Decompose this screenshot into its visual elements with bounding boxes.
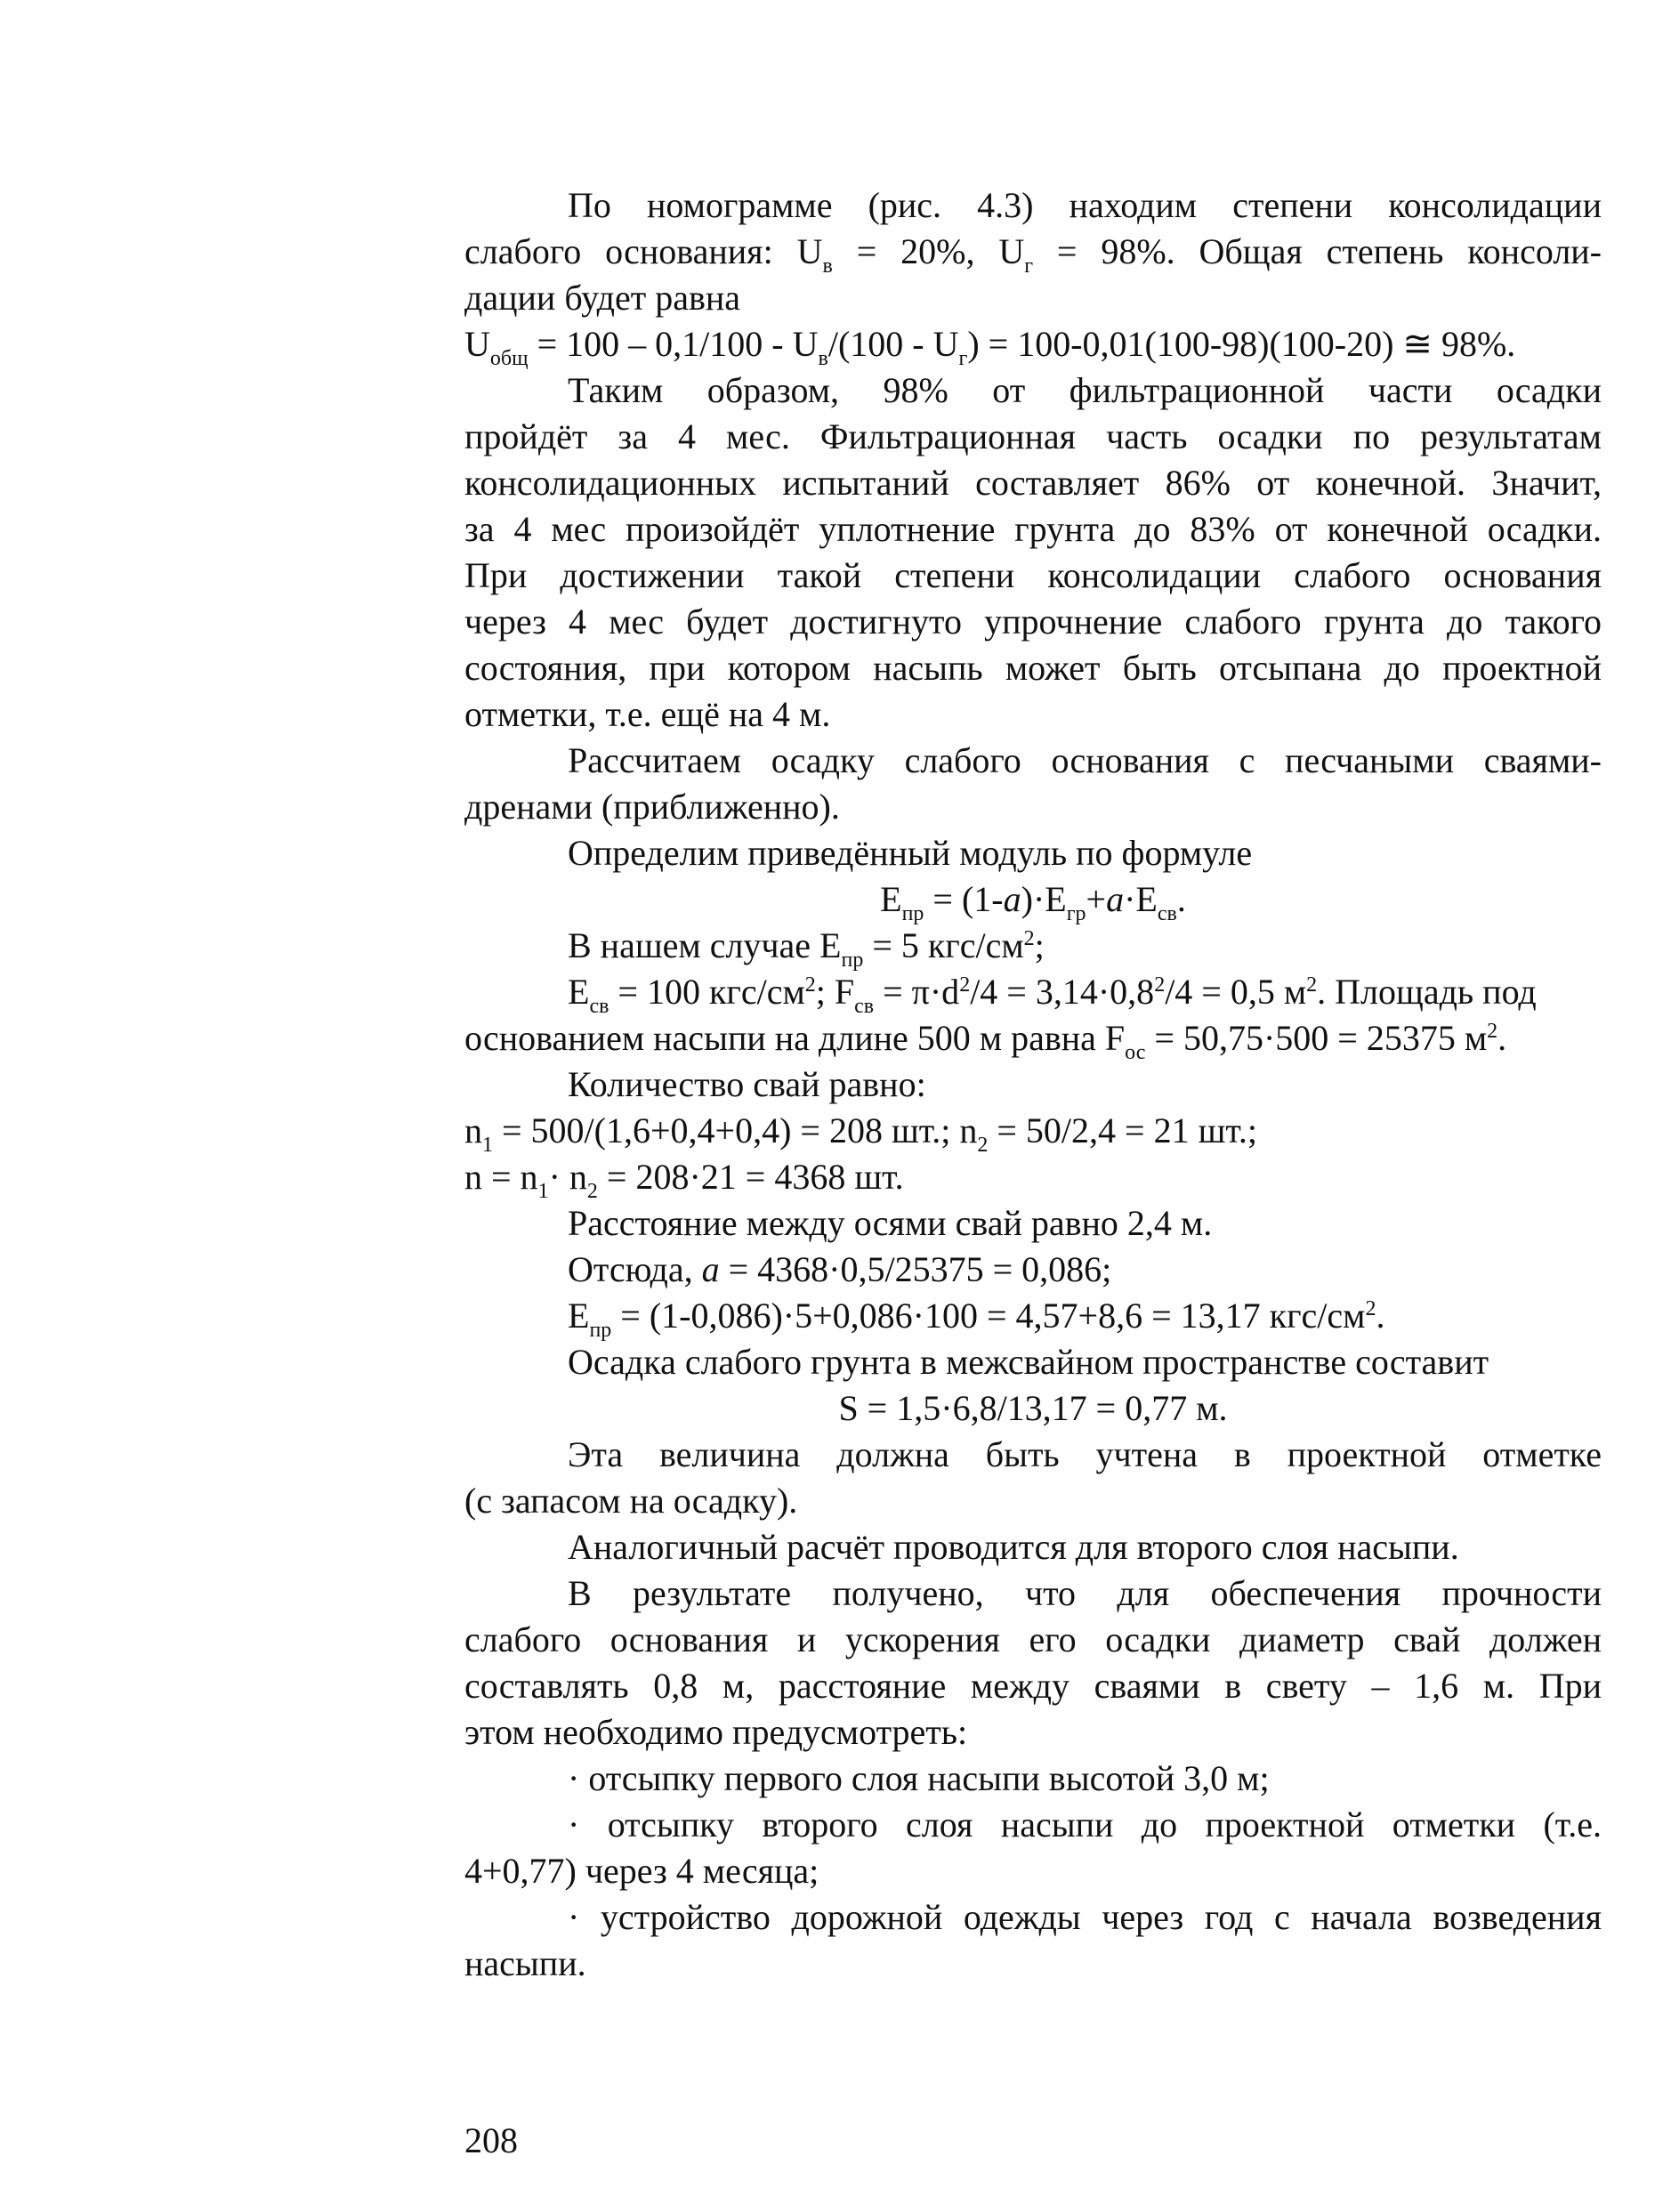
formula-line: $E_{св} = 100$ кгс/$см^2$; $F_{св} = \pi\cdot d^2/4 = 3,14\cdot 0,8^2/4 = 0,5$ $м^2$. Площадь под <box>568 972 1537 1018</box>
text-line: По номограмме (рис. 4.3) находим степени консолидации <box>568 185 1602 225</box>
text-line: (с запасом на осадку). <box>464 1481 798 1521</box>
formula-line: S = 1,5·6,8/13,17 = 0,77 м. <box>838 1388 1228 1428</box>
formula-line: $n = n_1\cdot n_2 = 208\cdot 21 = 4368$ шт. <box>464 1157 904 1203</box>
text-line: дренами (приближенно). <box>464 787 840 827</box>
text-line: Таким образом, 98% от фильтрационной части осадки <box>568 370 1602 410</box>
formula-line: $U_{общ} = 100 - 0,1/100 - U_в/(100 - U_г) = 100-0,01(100-98)(100-20)$ ≅ 98%. <box>464 324 1516 370</box>
text-line: слабого основания и ускорения его осадки диаметр свай должен <box>464 1619 1602 1659</box>
formula-line: Отсюда, a = 4368·0,5/25375 = 0,086; <box>568 1249 1112 1289</box>
text-line: Эта величина должна быть учтена в проектной отметке <box>568 1434 1602 1474</box>
list-item: · отсыпку второго слоя насыпи до проектной отметки (т.е. <box>568 1804 1602 1845</box>
text-line: дации будет равна <box>464 278 741 318</box>
text-line: отметки, т.е. ещё на 4 м. <box>464 694 831 734</box>
formula-line: $E_{пр} = (1-a)\cdot E_{гр}+a\cdot E_{св}$. <box>880 879 1186 925</box>
text-line: Определим приведённый модуль по формуле <box>568 833 1253 873</box>
text-line: основанием насыпи на длине 500 м равна $F_{ос} = 50,75\cdot 500 = 25375$ $м^2$. <box>464 1018 1507 1064</box>
text-line: Расстояние между осями свай равно 2,4 м. <box>568 1203 1213 1243</box>
list-item: · устройство дорожной одежды через год с начала возведения <box>568 1897 1602 1937</box>
text-line: слабого основания: $U_в = 20\%$, $U_г = 98\%$. Общая степень консоли- <box>464 231 1602 278</box>
page-number: 208 <box>464 2120 518 2160</box>
text-line: В нашем случае $E_{пр} = 5$ кгс/$см^2$; <box>568 925 1045 972</box>
text-line: Аналогичный расчёт проводится для второго слоя насыпи. <box>568 1527 1459 1567</box>
text-line: пройдёт за 4 мес. Фильтрационная часть осадки по результатам <box>464 416 1602 456</box>
text-line: Количество свай равно: <box>568 1064 926 1104</box>
text-line: насыпи. <box>464 1943 586 1983</box>
text-line: консолидационных испытаний составляет 86% от конечной. Значит, <box>464 463 1602 503</box>
text-line: При достижении такой степени консолидации слабого основания <box>464 555 1602 595</box>
text-line: Рассчитаем осадку слабого основания с песчаными сваями- <box>568 740 1602 780</box>
text-line: через 4 мес будет достигнуто упрочнение слабого грунта до такого <box>464 601 1602 642</box>
formula-line: $E_{пр} = (1-0,086)\cdot 5+0,086\cdot 100 = 4,57+8,6 = 13,17$ кгс/$см^2$. <box>568 1296 1385 1342</box>
text-line: составлять 0,8 м, расстояние между сваями в свету – 1,6 м. При <box>464 1666 1602 1706</box>
text-line: состояния, при котором насыпь может быть отсыпана до проектной <box>464 648 1602 688</box>
list-item: · отсыпку первого слоя насыпи высотой 3,0 м; <box>568 1758 1270 1798</box>
text-line: за 4 мес произойдёт уплотнение грунта до 83% от конечной осадки. <box>464 509 1602 549</box>
text-line: В результате получено, что для обеспечения прочности <box>568 1573 1602 1613</box>
text-line: этом необходимо предусмотреть: <box>464 1712 968 1752</box>
text-line: 4+0,77) через 4 месяца; <box>464 1851 819 1891</box>
formula-line: $n_1 = 500/(1,6+0,4+0,4) = 208$ шт.; $n_2 = 50/2,4 = 21$ шт.; <box>464 1110 1257 1157</box>
text-line: Осадка слабого грунта в межсвайном пространстве составит <box>568 1342 1489 1382</box>
